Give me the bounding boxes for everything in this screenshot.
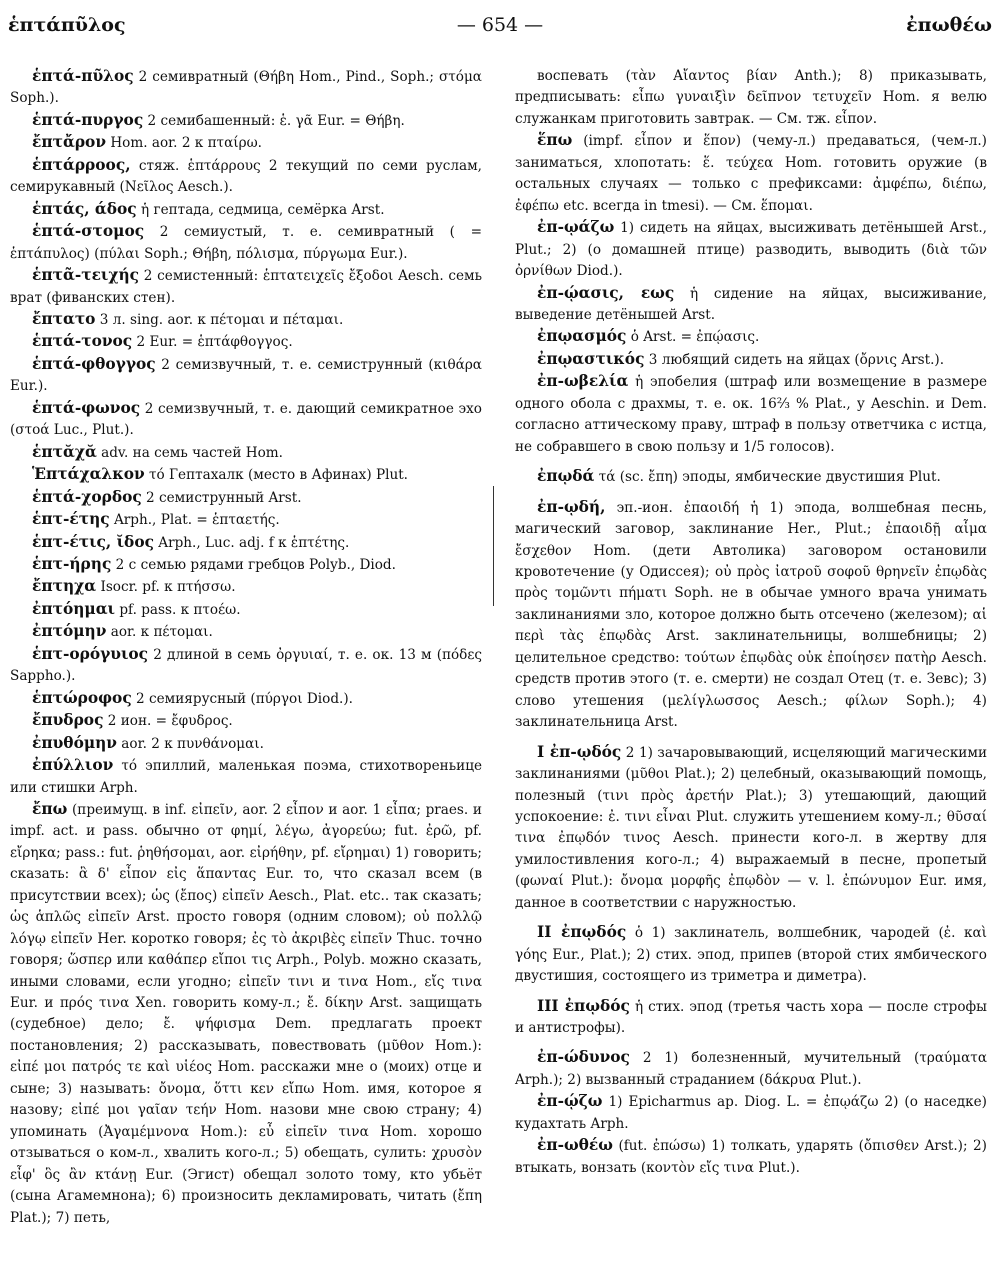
page-header bbox=[8, 14, 992, 46]
entry-headword: ἐπ-ῳδή, bbox=[537, 497, 606, 516]
entry-definition: 2 семиярусный (πύργοι Diod.). bbox=[131, 690, 353, 707]
entry-definition: Arph., Plat. = ἑπταετής. bbox=[109, 512, 280, 529]
entry-headword: ἑπτώροφος bbox=[32, 688, 132, 707]
entry-definition: ἡ сидение на яйцах, высиживание, выведение детёнышей Arst. bbox=[515, 285, 987, 323]
entry-definition: ἡ эпобелия (штраф или возмещение в размере одного обола с драхмы, т. е. ок. 16⅔ % Plat., у Aeschin. и Dem. согласно аттическому праву, штраф в пользу ответчика с истца, не собравшего в свою пользу и 1/5 голосов). bbox=[515, 374, 987, 455]
entry-headword: ἑπτᾶ-τειχής bbox=[32, 266, 140, 285]
dictionary-entry bbox=[515, 371, 987, 458]
entry-definition: 3 любящий сидеть на яйцах (ὄρνις Arst.). bbox=[644, 351, 945, 368]
column-divider bbox=[493, 486, 494, 606]
entry-definition: 2 семизвучный, т. е. дающий семикратное эхо (στοά Luc., Plut.). bbox=[10, 400, 482, 439]
dictionary-entry bbox=[10, 442, 482, 464]
entry-definition: (impf. εἶπον и ἕπον) (чему-л.) предаваться, (чем-л.) заниматься, хлопотать: ἕ. τεύχεα Hom. готовить оружие (в остальных случаях — только с префиксами: ἀμφέπω, διέπω, ἐφέπω etc. всегда in tmesi). — См. ἕπομαι. bbox=[515, 133, 987, 214]
entry-definition: Arph., Luc. adj. f к ἑπτέτης. bbox=[153, 534, 350, 551]
entry-headword: ἑπτά-στομος bbox=[32, 222, 145, 241]
entry-definition: pf. pass. к πτοέω. bbox=[115, 601, 241, 618]
dictionary-entry bbox=[10, 265, 482, 309]
dictionary-entry bbox=[515, 349, 987, 371]
dictionary-entry bbox=[515, 130, 987, 217]
entry-headword: ἐπ-ώδυνος bbox=[537, 1048, 630, 1067]
entry-definition: (fut. ἐπώσω) 1) толкать, ударять (ὄπισθεν Arst.); 2) втыкать, вонзать (κοντὸν εἴς τινα Plut.). bbox=[515, 1138, 987, 1176]
entry-headword: ἐπ-ῴζω bbox=[537, 1092, 603, 1111]
entry-headword: ἐπύλλιον bbox=[32, 756, 114, 775]
entry-headword: ἑπτάς, άδος bbox=[32, 199, 137, 218]
entry-definition: 2 Eur. = ἑπτάφθογγος. bbox=[132, 334, 293, 351]
entry-definition: τό эпиллий, маленькая поэма, стихотвореньице или стишки Arph. bbox=[10, 758, 482, 796]
dictionary-entry bbox=[515, 66, 987, 130]
entry-headword: ἑπτά-πῦλος bbox=[32, 67, 134, 85]
entry-definition: ἡ гептада, седмица, семёрка Arst. bbox=[136, 201, 385, 218]
entry-headword: ἐπῳδά bbox=[537, 467, 595, 486]
dictionary-entry bbox=[10, 110, 482, 132]
entry-headword: ἐπτόημαι bbox=[32, 599, 115, 618]
dictionary-entry bbox=[10, 354, 482, 398]
entry-definition: ὁ 1) заклинатель, волшебник, чародей (ἐ. καὶ γόης Eur., Plat.); 2) стих. эпод, припев (второй стих ямбического двустишия, состоящего из триметра и диметра). bbox=[515, 925, 987, 985]
header-first-headword: ἑπτάπῦλος bbox=[8, 14, 126, 36]
entry-headword: ἑπτά-φωνος bbox=[32, 398, 141, 417]
entry-definition: эп.-ион. ἐπαοιδή ἡ 1) эпода, волшебная песнь, магический заговор, заклинание Her., Plut.; ἐπαοιδῇ αἷμα ἔσχεθον Hom. (дети Автолика) заговором остановили кровотечение (у Одиссея); οὐ πρὸς ἰατροῦ σοφοῦ θρηνεῖν ἐπῳδὰς πρὸς τομῶντι πήματι Soph. не в обычае умного врача унимать заклинаниями зло, которое должно быть отсечено (железом); αἱ περὶ τὰς ἐπῳδὰς Arst. заклинательницы, волшебницы; 2) целительное средство: τούτων ἐπῳδὰς οὐκ ἐποίησεν πατὴρ Aesch. средств против этого (т. е. смерти) не создал Отец (т. е. Зевс); 3) слово утешения (μελίγλωσσος Aesch.; φίλων Soph.); 4) заклинательница Arst. bbox=[515, 499, 987, 731]
entry-headword: I ἐπ-ῳδός bbox=[537, 742, 622, 761]
entry-definition: 2 ион. = ἔφυδρος. bbox=[103, 713, 233, 730]
dictionary-entry bbox=[515, 497, 987, 734]
dictionary-entry bbox=[10, 532, 482, 554]
dictionary-entry bbox=[10, 66, 482, 110]
dictionary-entry bbox=[515, 996, 987, 1040]
entry-definition: 3 л. sing. aor. к πέτομαι и πέταμαι. bbox=[95, 311, 344, 328]
entry-headword: ἐπῳασμός bbox=[537, 327, 627, 346]
entry-headword: ἕπω bbox=[537, 131, 573, 150]
entry-definition: τό Гептахалк (место в Афинах) Plut. bbox=[144, 467, 409, 484]
entry-definition: 2 семивратный (Θήβη Hom., Pind., Soph.; στόμα Soph.). bbox=[10, 69, 482, 107]
entry-headword: ἑπτά-τονος bbox=[32, 332, 133, 351]
entry-definition: 2 семистенный: ἑπτατειχεῖς ἔξοδοι Aesch. семь врат (фиванских стен). bbox=[10, 268, 482, 306]
entry-headword: ἑπτ-έτις, ῐδος bbox=[32, 532, 154, 551]
right-column bbox=[515, 66, 987, 1179]
dictionary-entry bbox=[515, 1091, 987, 1135]
entry-headword: II ἐπῳδός bbox=[537, 923, 627, 942]
entry-headword: Ἑπτάχαλκον bbox=[32, 465, 145, 484]
left-column bbox=[10, 66, 482, 1229]
dictionary-entry bbox=[10, 576, 482, 598]
dictionary-entry bbox=[10, 487, 482, 509]
entry-headword: ἐπ-ωθέω bbox=[537, 1136, 613, 1155]
dictionary-entry bbox=[515, 1047, 987, 1091]
dictionary-entry bbox=[10, 755, 482, 799]
entry-definition: ἡ стих. эпод (третья часть хора — после строфы и антистрофы). bbox=[515, 998, 988, 1037]
dictionary-entry bbox=[515, 1135, 987, 1179]
dictionary-entry bbox=[10, 733, 482, 755]
dictionary-entry bbox=[515, 466, 987, 488]
entry-headword: ἑπτ-ήρης bbox=[32, 554, 112, 573]
entry-headword: ἑπτά-φθογγος bbox=[32, 354, 156, 373]
entry-headword: ἑπτά-χορδος bbox=[32, 487, 142, 506]
dictionary-entry bbox=[10, 688, 482, 710]
header-last-headword: ἐπωθέω bbox=[906, 14, 992, 36]
entry-headword: ἔπυδρος bbox=[32, 711, 104, 730]
dictionary-entry bbox=[515, 326, 987, 348]
entry-definition: 2 семиустый, т. е. семивратный ( = ἑπτάπυλος) (πύλαι Soph.; Θήβη, πόλισμα, πύργωμα Eur.). bbox=[10, 224, 482, 262]
entry-definition: воспевать (τὰν Αἴαντος βίαν Anth.); 8) приказывать, предписывать: εἶπω γυναιξὶν δεῖπνον τετυχεῖν Hom. я велю служанкам приготовить завтрак. — См. тж. εἶπον. bbox=[515, 68, 987, 127]
dictionary-entry bbox=[10, 221, 482, 265]
entry-definition: 2 семизвучный, т. е. семиструнный (κιθάρα Eur.). bbox=[10, 356, 482, 395]
entry-definition: adv. на семь частей Hom. bbox=[96, 444, 283, 461]
entry-headword: ἐπ-ῴασις, εως bbox=[537, 283, 675, 302]
page-number: — 654 — bbox=[456, 14, 544, 36]
entry-headword: ἐπ-ωβελία bbox=[537, 372, 629, 391]
entry-headword: ἑπτ-ορόγυιος bbox=[32, 644, 149, 663]
dictionary-entry bbox=[10, 644, 482, 688]
dictionary-entry bbox=[10, 599, 482, 621]
entry-headword: ἔπω bbox=[32, 799, 68, 818]
dictionary-entry bbox=[10, 398, 482, 442]
entry-headword: ἑπτ-έτης bbox=[32, 510, 110, 529]
entry-definition: 2 1) зачаровывающий, исцеляющий магическими заклинаниями (μῦθοι Plat.); 2) целебный, оказывающий помощь, полезный (τινι πρὸς ἀρετήν Plat.); 3) утешающий, дающий успокоение: ἐ. τινι εἶναι Plut. служить утешением кому-л.; θῦσαί τινα ἐπῳδόν τινος Aesch. принести кого-л. в жертву для умилостивления кого-л.; 4) выражаемый в песне, пропетый (φωναί Plut.): ὄνομα μορφῆς ἐπῳδὸν — v. l. ἐπώνυμον Eur. имя, данное в соответствии с наружностью. bbox=[515, 744, 988, 911]
entry-headword: ἑπτάρροος, bbox=[32, 155, 131, 174]
entry-definition: стяж. ἑπτάρρους 2 текущий по семи руслам, семирукавный (Νεῖλος Aesch.). bbox=[10, 157, 482, 196]
dictionary-entry bbox=[10, 710, 482, 732]
entry-headword: ἐπῳαστικός bbox=[537, 349, 645, 368]
entry-definition: 2 семиструнный Arst. bbox=[141, 489, 302, 506]
entry-definition: τά (sc. ἔπη) эподы, ямбические двустишия Plut. bbox=[594, 469, 941, 486]
entry-definition: 2 длиной в семь ὀργυιαί, т. е. ок. 13 м (πόδες Sappho.). bbox=[10, 646, 482, 685]
entry-definition: 2 с семью рядами гребцов Polyb., Diod. bbox=[111, 556, 396, 573]
entry-definition: Isocr. pf. к πτήσσω. bbox=[96, 579, 236, 596]
dictionary-entry bbox=[10, 155, 482, 199]
dictionary-entry bbox=[515, 217, 987, 282]
entry-headword: ἔπτηχα bbox=[32, 577, 97, 596]
dictionary-entry bbox=[10, 464, 482, 486]
dictionary-entry bbox=[515, 922, 987, 987]
dictionary-entry bbox=[10, 621, 482, 643]
entry-definition: aor. 2 к πυνθάνομαι. bbox=[116, 735, 264, 752]
dictionary-entry bbox=[10, 132, 482, 154]
entry-headword: ἑπτά-πυργος bbox=[32, 110, 144, 129]
entry-headword: III ἐπῳδός bbox=[537, 996, 630, 1015]
dictionary-entry bbox=[515, 742, 987, 915]
entry-definition: 1) сидеть на яйцах, высиживать детёнышей Arst., Plut.; 2) (о домашней птице) разводить, выводить (διὰ τῶν ὀρνίθων Diod.). bbox=[515, 220, 987, 280]
entry-headword: ἐπυθόμην bbox=[32, 733, 117, 752]
entry-definition: 2 1) болезненный, мучительный (τραύματα Arph.); 2) вызванный страданием (δάκρυα Plut.). bbox=[515, 1050, 987, 1088]
dictionary-entry bbox=[515, 283, 987, 327]
dictionary-entry bbox=[10, 199, 482, 221]
entry-definition: aor. к πέτομαι. bbox=[106, 624, 213, 641]
entry-headword: ἐπτόμην bbox=[32, 622, 107, 641]
entry-headword: ἔπτἄρον bbox=[32, 133, 106, 152]
entry-definition: 1) Epicharmus ap. Diog. L. = ἐπῳάζω 2) (о наседке) кудахтать Arph. bbox=[515, 1094, 987, 1132]
entry-definition: (преимущ. в inf. εἰπεῖν, aor. 2 εἶπον и aor. 1 εἶπα; praes. и impf. act. и pass. обычно от φημί, λέγω, ἀγορεύω; fut. ἐρῶ, pf. εἴρηκα; pass.: fut. ῥηθήσομαι, aor. εἰρήθην, pf. εἴρημαι) 1) говорить; сказать: ἃ δ' εἶπον εἰς ἅπαντας Eur. то, что сказал всем (в присутствии всех); ὡς (ἔπος) εἰπεῖν Aesch., Plat. etc.. так сказать; ὡς ἁπλῶς εἰπεῖν Arst. просто говоря (одним словом); οὐ πολλῷ λόγῳ εἰπεῖν Her. коротко говоря; ἐς τὸ ἀκριβὲς εἰπεῖν Thuc. точно говоря; ὥσπερ или καθάπερ εἴποι τις Arph., Polyb. можно сказать, иными словами, если угодно; εἰπεῖν τινι и τινα Hom., εἴς τινα Eur. и πρός τινα Xen. говорить кому-л.; ἔ. δίκην Arst. защищать (судебное) дело; ἔ. ψήφισμα Dem. предлагать проект постановления; 2) рассказывать, повествовать (μῦθον Hom.): εἰπέ μοι πατρός τε καὶ υἱέος Hom. расскажи мне о (моих) отце и сыне; 3) называть: ὄνομα, ὅττι κεν εἴπω Hom. имя, которое я назову; εἰπέ μοι γαῖαν τεήν Hom. назови мне свою страну; 4) упоминать (Ἀγαμέμνονα Hom.): εὖ εἰπεῖν τινα Hom. хорошо отзываться о ком-л., хвалить кого-л.; 5) обещать, сулить: χρυσὸν εἶφ' ὃς ἂν κτάνῃ Eur. (Эгист) обещал золото тому, кто убьёт (сына Агамемнона); 6) произносить декламировать, читать (ἔπη Plat.); 7) петь, bbox=[10, 801, 482, 1226]
dictionary-entry bbox=[10, 509, 482, 531]
dictionary-entry bbox=[10, 309, 482, 331]
entry-definition: 2 семибашенный: ἑ. γᾶ Eur. = Θήβη. bbox=[143, 112, 405, 129]
entry-definition: Hom. aor. 2 к πταίρω. bbox=[106, 135, 262, 152]
dictionary-entry bbox=[10, 799, 482, 1229]
entry-headword: ἑπτᾰχᾰ bbox=[32, 442, 97, 461]
dictionary-entry bbox=[10, 331, 482, 353]
entry-headword: ἐπ-ῳάζω bbox=[537, 218, 615, 237]
entry-headword: ἔπτατο bbox=[32, 309, 96, 328]
entry-definition: ὁ Arst. = ἐπῴασις. bbox=[626, 329, 760, 346]
dictionary-entry bbox=[10, 554, 482, 576]
